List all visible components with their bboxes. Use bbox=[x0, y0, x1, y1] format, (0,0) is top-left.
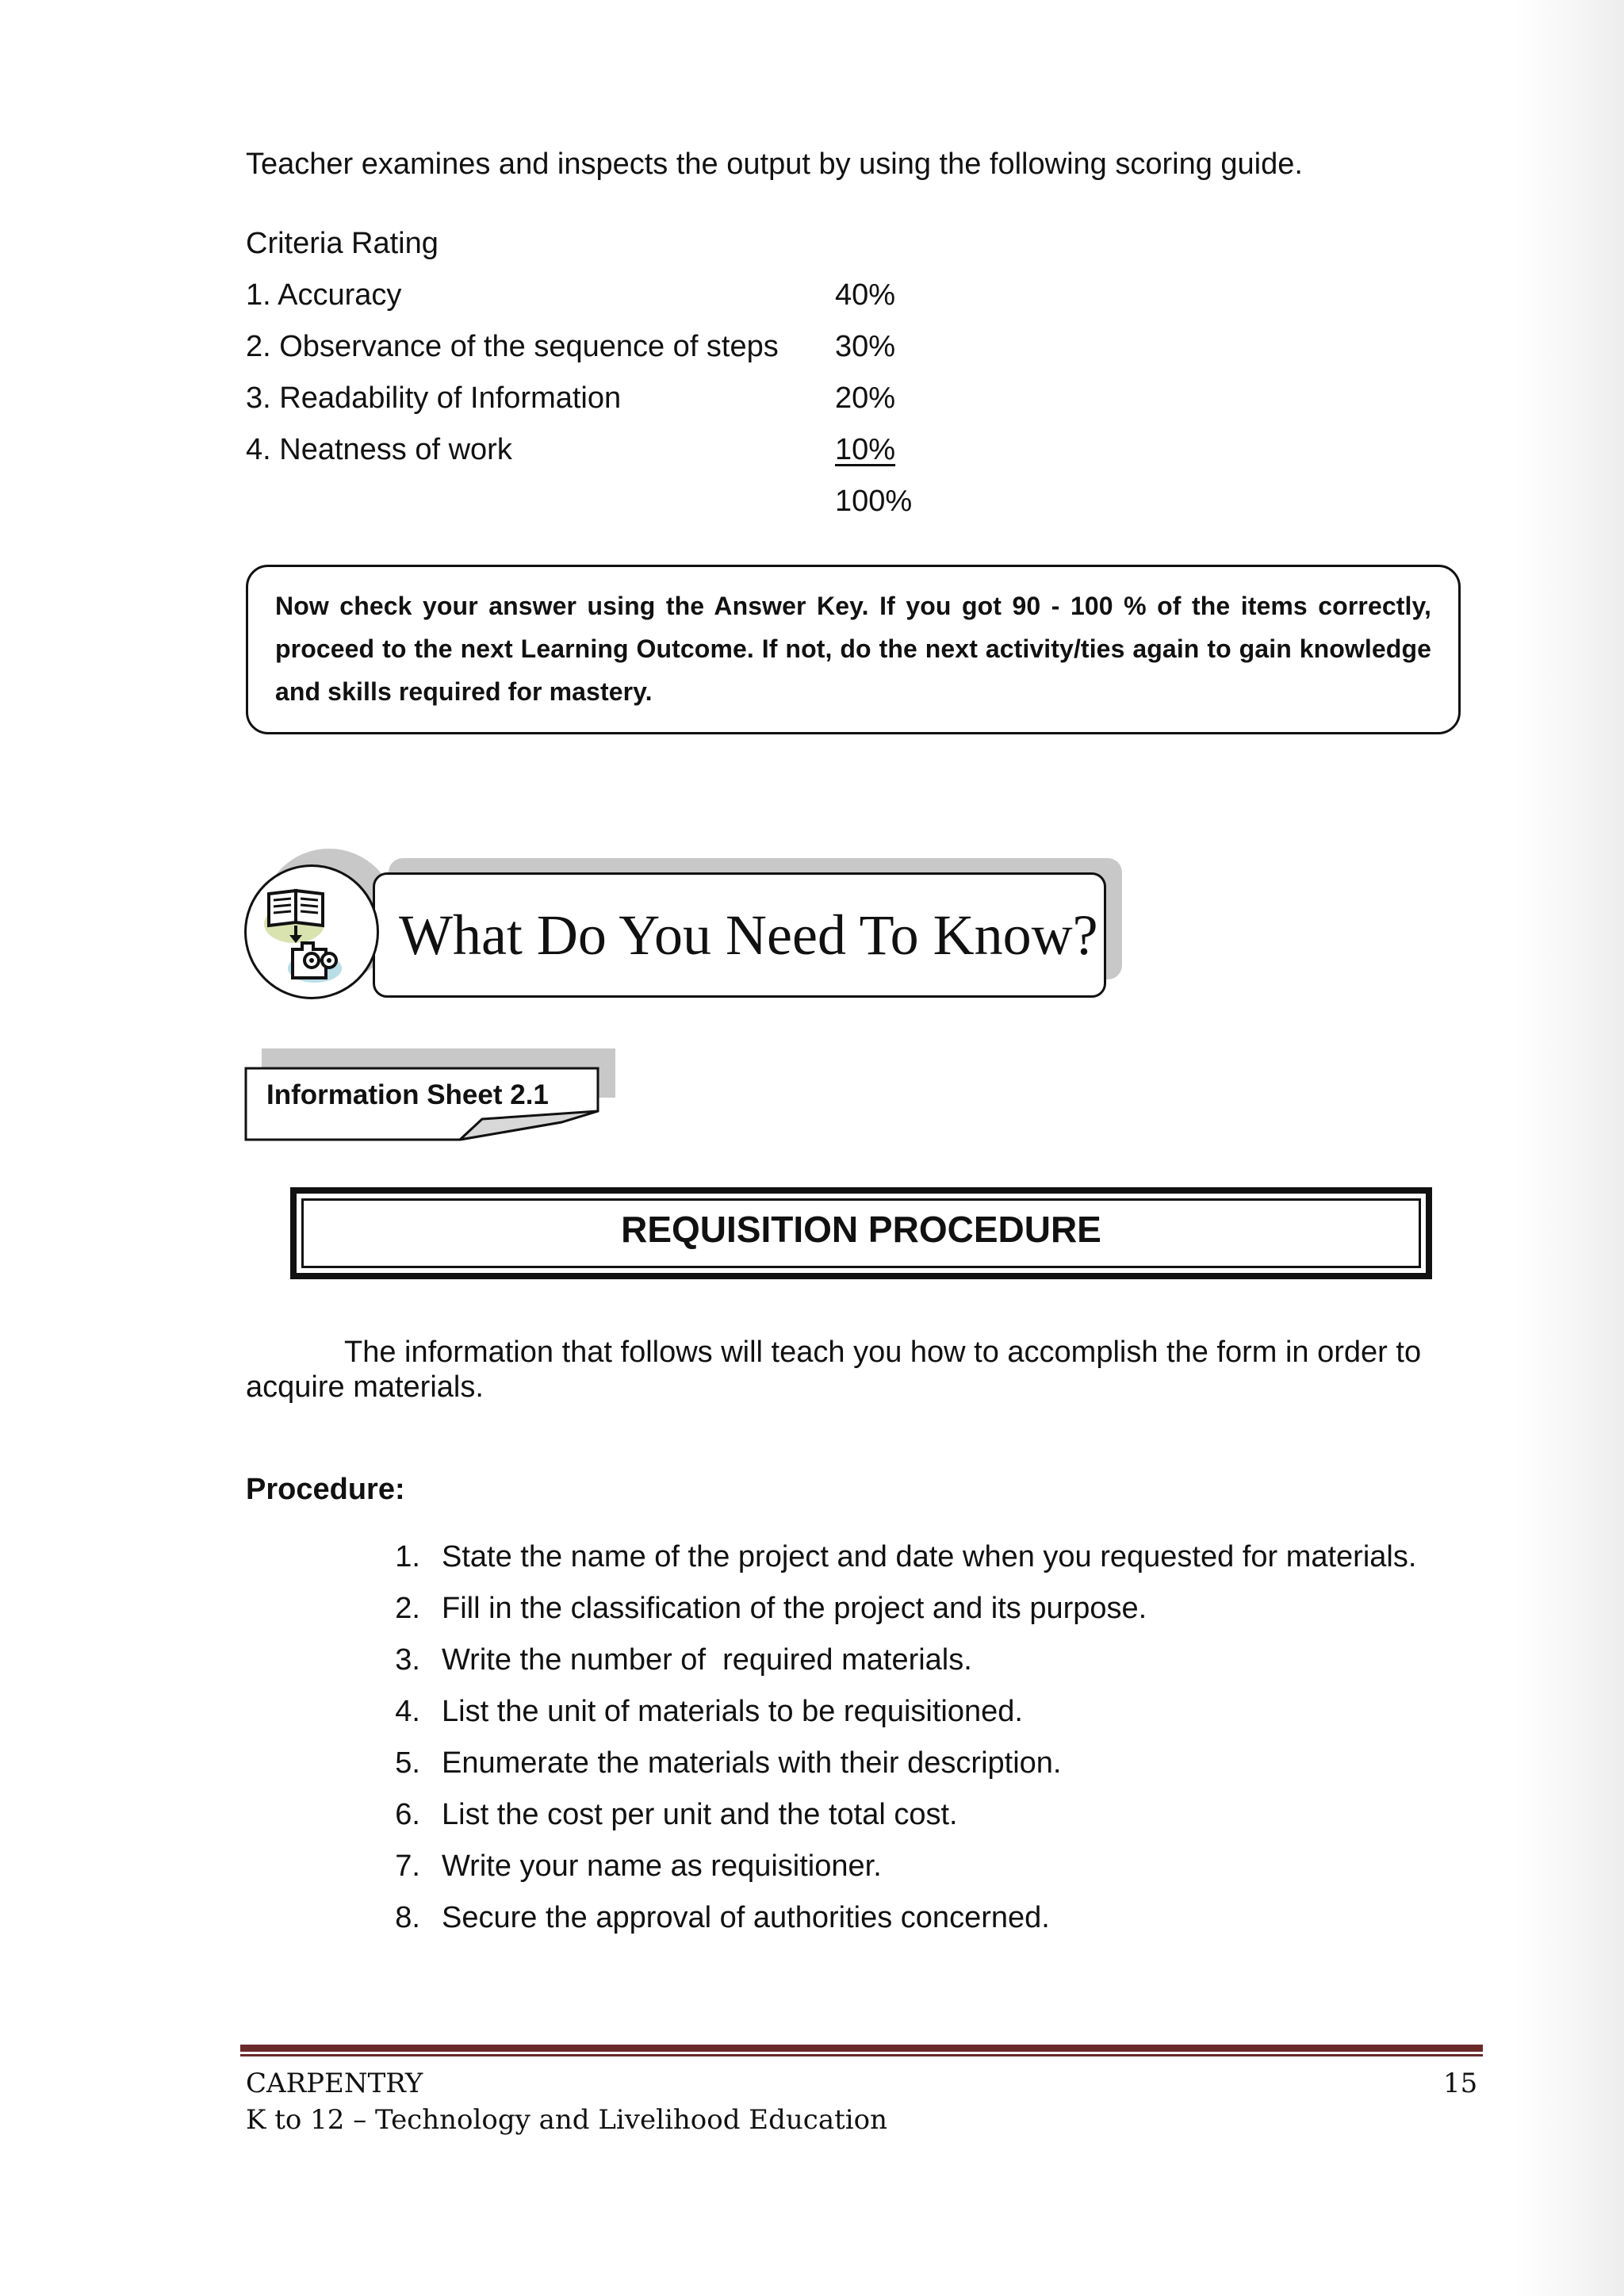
title-box bbox=[290, 1187, 1432, 1279]
callout-text: Now check your answer using the Answer Key. If you got 90 - 100 % of the items correctly, proceed to the next Learning Outcome. If not, do the next activity/ties again to gain knowledge and skills required for mastery. bbox=[275, 592, 1431, 706]
criteria-label: 2. Observance of the sequence of steps bbox=[246, 330, 779, 363]
procedure-heading: Procedure: bbox=[246, 1473, 405, 1506]
intro-text: Teacher examines and inspects the output by using the following scoring guide. bbox=[246, 148, 1303, 181]
book-reader-icon bbox=[244, 864, 379, 999]
step-number: 4. bbox=[395, 1695, 420, 1728]
section-banner bbox=[373, 872, 1106, 998]
page-edge-shade bbox=[1513, 0, 1624, 2296]
intro-paragraph bbox=[246, 1335, 1435, 1405]
criteria-value: 30% bbox=[835, 330, 896, 363]
step-text: Write the number of required materials. bbox=[442, 1643, 972, 1677]
criteria-label: 4. Neatness of work bbox=[246, 433, 512, 466]
step-number: 6. bbox=[395, 1798, 420, 1831]
footer-rule bbox=[240, 2045, 1483, 2052]
step-number: 8. bbox=[395, 1901, 420, 1934]
criteria-value: 20% bbox=[835, 381, 896, 415]
step-number: 1. bbox=[395, 1540, 420, 1573]
answer-key-callout bbox=[246, 565, 1461, 734]
paragraph-text: The information that follows will teach you how to accomplish the form in order to acquire materials. bbox=[246, 1336, 1422, 1404]
step-text: Fill in the classification of the project and its purpose. bbox=[442, 1592, 1147, 1625]
step-text: List the unit of materials to be requisitioned. bbox=[442, 1695, 1023, 1728]
criteria-header: Criteria Rating bbox=[246, 227, 439, 260]
step-number: 3. bbox=[395, 1643, 420, 1677]
step-number: 7. bbox=[395, 1849, 420, 1883]
footer-subject: CARPENTRY bbox=[246, 2068, 423, 2099]
footer-rule-thin bbox=[240, 2054, 1483, 2056]
criteria-value: 40% bbox=[835, 278, 896, 312]
page-number: 15 bbox=[1443, 2068, 1478, 2099]
info-sheet-tab bbox=[244, 1067, 599, 1141]
info-sheet-label: Information Sheet 2.1 bbox=[266, 1079, 549, 1110]
footer-left bbox=[246, 2065, 887, 2138]
step-text: Enumerate the materials with their description. bbox=[442, 1746, 1062, 1780]
criteria-value: 10% bbox=[835, 433, 896, 466]
criteria-label: 1. Accuracy bbox=[246, 278, 402, 312]
step-text: List the cost per unit and the total cost. bbox=[442, 1798, 958, 1831]
step-number: 2. bbox=[395, 1592, 420, 1625]
step-text: Write your name as requisitioner. bbox=[442, 1849, 882, 1883]
criteria-label: 3. Readability of Information bbox=[246, 381, 622, 415]
footer-program: K to 12 – Technology and Livelihood Education bbox=[246, 2104, 887, 2136]
step-text: State the name of the project and date when you requested for materials. bbox=[442, 1540, 1417, 1573]
step-number: 5. bbox=[395, 1746, 420, 1780]
page-title: REQUISITION PROCEDURE bbox=[621, 1209, 1101, 1250]
step-text: Secure the approval of authorities concerned. bbox=[442, 1901, 1050, 1934]
section-banner-title: What Do You Need To Know? bbox=[399, 903, 1098, 967]
criteria-total: 100% bbox=[835, 485, 913, 518]
